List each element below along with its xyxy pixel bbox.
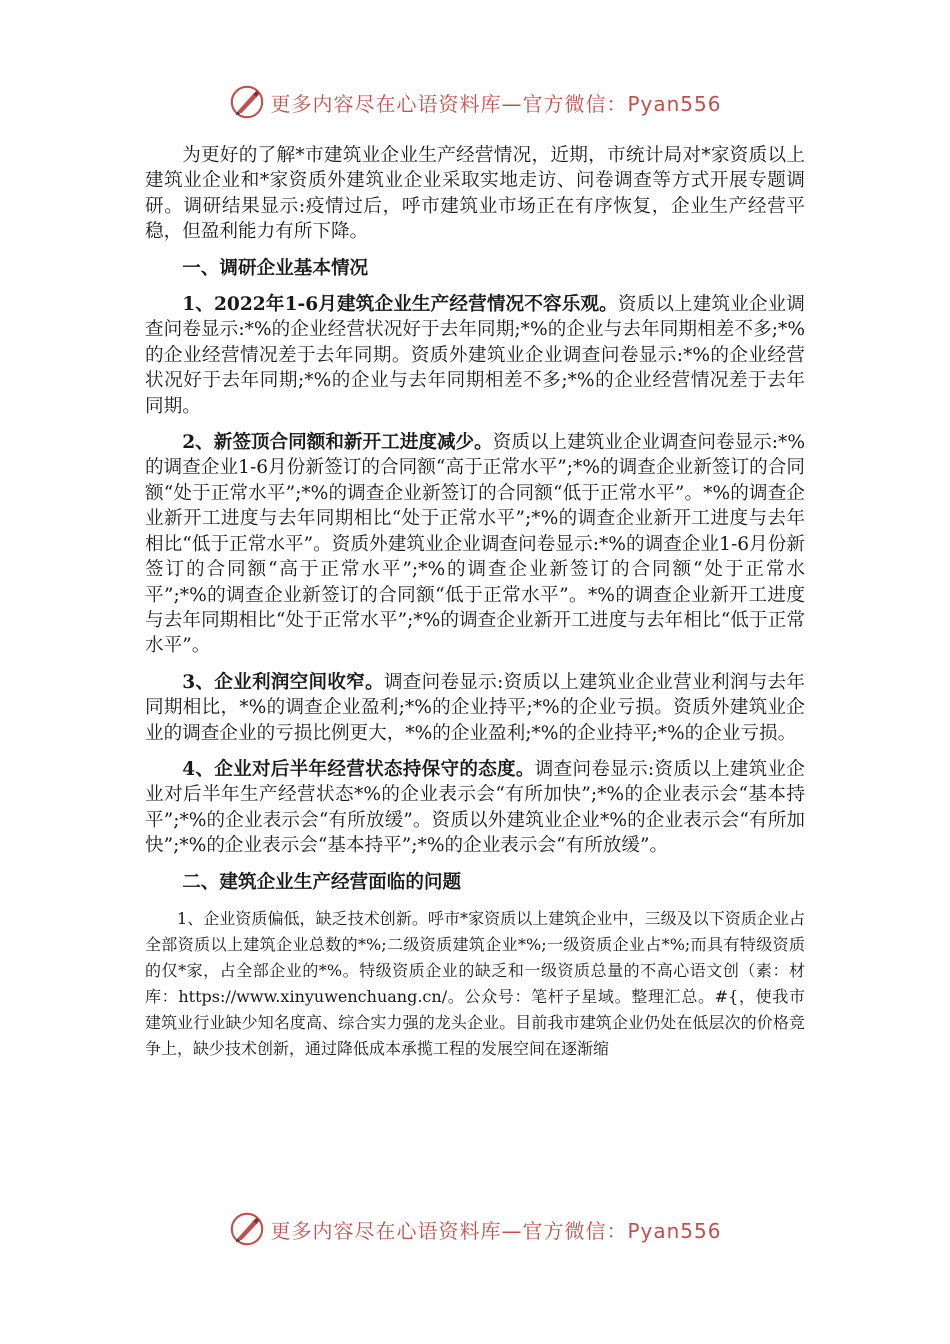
item-4-body: 调查问卷显示:资质以上建筑业企业对后半年生产经营状态*%的企业表示会“有所加快”;*%的企业表示会“基本持平”;*%的企业表示会“有所放缓”。资质以外建筑业企业*%的企业表示会“有所加快”;*%的企业表示会“基本持平”;*%的企业表示会“有所放缓”。 <box>145 758 805 857</box>
footer-banner <box>0 1209 950 1249</box>
section-1-item-2 <box>145 430 805 659</box>
section-1-item-1 <box>145 292 805 419</box>
section-1-item-3 <box>145 670 805 746</box>
section-2-heading: 二、建筑企业生产经营面临的问题 <box>182 871 462 893</box>
item-2-lead: 2、新签顶合同额和新开工进度减少。 <box>182 432 493 454</box>
document-body <box>145 143 805 1062</box>
item-1-body: 资质以上建筑业企业调查问卷显示:*%的企业经营状况好于去年同期;*%的企业与去年同期相差不多;*%的企业经营情况差于去年同期。资质外建筑业企业调查问卷显示:*%的企业经营状况好于去年同期;*%的企业与去年同期相差不多;*%的企业经营情况差于去年同期。 <box>145 294 805 417</box>
pen-logo-icon <box>228 1210 266 1248</box>
item-1-lead: 1、2022年1-6月建筑企业生产经营情况不容乐观。 <box>182 294 618 316</box>
pen-logo-icon <box>228 83 266 121</box>
header-banner <box>0 82 950 122</box>
intro-paragraph: 为更好的了解*市建筑业企业生产经营情况，近期，市统计局对*家资质以上建筑业企业和*家资质外建筑业企业采取实地走访、问卷调查等方式开展专题调研。调研结果显示:疫情过后，呼市建筑业市场正在有序恢复，企业生产经营平稳，但盈利能力有所下降。 <box>145 145 805 243</box>
banner-text: 更多内容尽在心语资料库—官方微信：Pyan556 <box>270 1218 722 1243</box>
item-3-body: 调查问卷显示:资质以上建筑业企业营业利润与去年同期相比，*%的调查企业盈利;*%的企业持平;*%的企业亏损。资质外建筑业企业的调查企业的亏损比例更大，*%的企业盈利;*%的企业持平;*%的企业亏损。 <box>145 671 805 744</box>
item-3-lead: 3、企业利润空间收窄。 <box>182 671 384 693</box>
section-1-heading: 一、调研企业基本情况 <box>182 257 369 279</box>
section-2-paragraph-1: 1、企业资质偏低，缺乏技术创新。呼市*家资质以上建筑企业中，三级及以下资质企业占全部资质以上建筑企业总数的*%;二级资质建筑企业*%;一级资质企业占*%;而具有特级资质的仅*家，占全部企业的*%。特级资质企业的缺乏和一级资质总量的不高心语文创（素：材库：https://www.xinyuwenchuang.cn/。公众号：笔杆子星域。整理汇总。#{，使我市建筑业行业缺少知名度高、综合实力强的龙头企业。目前我市建筑企业仍处在低层次的价格竞争上，缺少技术创新，通过降低成本承揽工程的发展空间在逐渐缩 <box>145 908 805 1058</box>
item-4-lead: 4、企业对后半年经营状态持保守的态度。 <box>182 758 535 780</box>
banner-text: 更多内容尽在心语资料库—官方微信：Pyan556 <box>270 91 722 116</box>
section-1-item-4 <box>145 757 805 859</box>
item-2-body: 资质以上建筑业企业调查问卷显示:*%的调查企业1-6月份新签订的合同额“高于正常水平”;*%的调查企业新签订的合同额“处于正常水平”;*%的调查企业新签订的合同额“低于正常水平”。*%的调查企业新开工进度与去年同期相比“处于正常水平”;*%的调查企业新开工进度与去年相比“低于正常水平”。资质外建筑业企业调查问卷显示:*%的调查企业1-6月份新签订的合同额“高于正常水平”;*%的调查企业新签订的合同额“处于正常水平”;*%的调查企业新签订的合同额“低于正常水平”。*%的调查企业新开工进度与去年同期相比“处于正常水平”;*%的调查企业新开工进度与去年相比“低于正常水平”。 <box>145 432 805 657</box>
